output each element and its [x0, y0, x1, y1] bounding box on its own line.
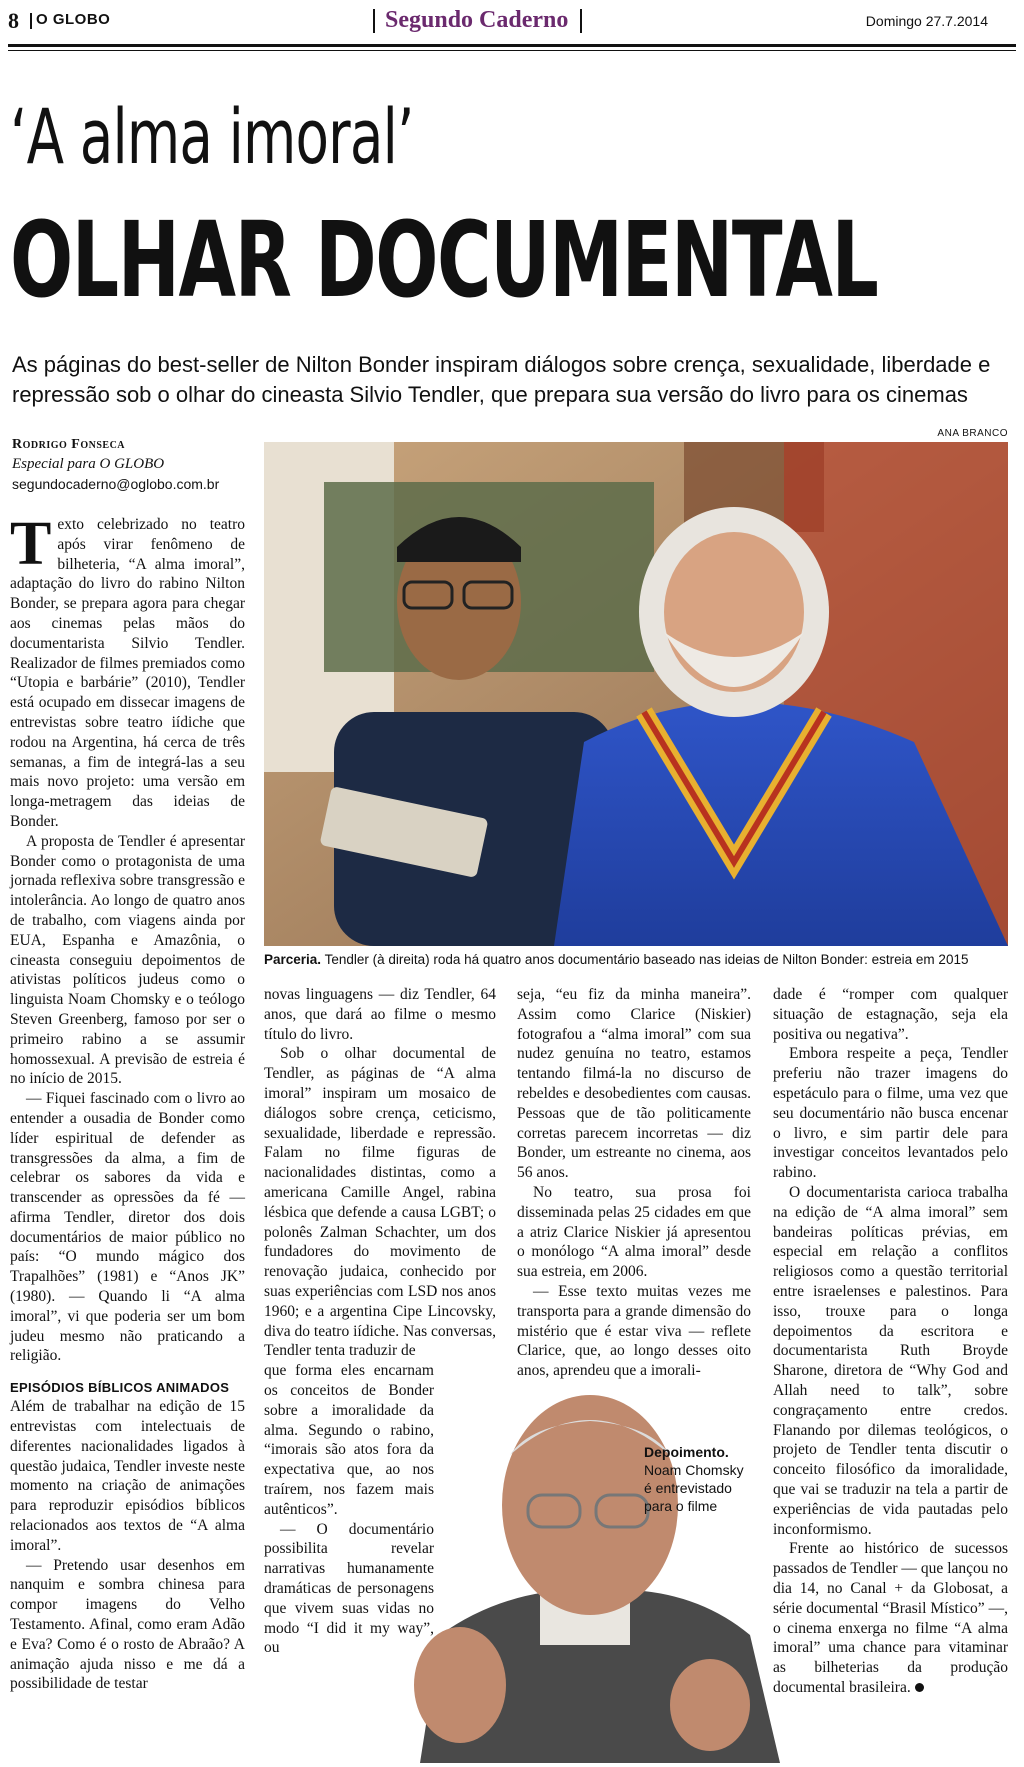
body-column-3	[517, 985, 751, 1381]
header-rule-thin	[8, 50, 1016, 51]
inset-photo	[400, 1385, 790, 1763]
paragraph: Frente ao histórico de sucessos passados de Tendler — que lançou no dia 14, no Canal + da Globosat, a série documental “Brasil Místico” —, o cinema enxerga no filme “A alma imoral” uma chance para vitaminar as bilheterias da produção documental brasileira.	[773, 1540, 1008, 1696]
issue-date: Domingo 27.7.2014	[865, 13, 988, 29]
header-rule	[8, 44, 1016, 47]
headline-kicker: ‘A alma imoral’	[10, 92, 414, 181]
byline-author: Rodrigo Fonseca	[12, 437, 126, 452]
paragraph: exto celebrizado no teatro após virar fenômeno de bilheteria, “A alma imoral”, adaptação do livro do rabino Nilton Bonder, se prepara agora para chegar aos cinemas pelas mãos do documentarista Silvio Tendler. Realizador de filmes premiados como “Utopia e barbárie” (2010), Tendler está ocupado em dissecar imagens de entrevistas sobre teatro iídiche que rodou na Argentina, há cerca de três semanas, a fim de integrá-las a seu mais novo projeto: uma versão em longa-metragem das ideias de Bonder.	[10, 516, 246, 830]
paragraph: Sob o olhar documental de Tendler, as páginas de “A alma imoral” inspiram um mosaico de diálogos sobre crença, ceticismo, sexualidade, liberdade e repressão. Falam no filme figuras de nacionalidades distintas, como a americana Camille Angel, rabina lésbica que defende a causa LGBT; o polonês Zalman Schachter, um dos fundadores do movimento de renovação judaica, conhecido por suas experiências com LSD nos anos 1960; e a argentina Cipe Lincovsky, diva do teatro iídiche. Nas conversas, Tendler tenta traduzir de	[264, 1045, 496, 1360]
article-deck: As páginas do best-seller de Nilton Bonder inspiram diálogos sobre crença, sexualidade, liberdade e repressão sob o olhar do cineasta Silvio Tendler, que prepara sua versão do livro para os cinemas	[12, 352, 991, 407]
byline-email[interactable]: segundocaderno@oglobo.com.br	[12, 476, 220, 492]
newspaper-name: O GLOBO	[36, 11, 111, 28]
drop-cap: T	[10, 510, 52, 578]
paragraph: que forma eles encarnam os conceitos de Bonder sobre a imoralidade da alma. Segundo o rabino, “imorais são atos fora da expectativa que, ao nos traírem, nos fazem mais autênticos”.	[264, 1362, 434, 1518]
section-title: Segundo Caderno	[385, 7, 569, 33]
main-photo	[264, 442, 1008, 946]
paragraph: — O documentário possibilita revelar narrativas humanamente dramáticas de personagens que vivem suas vidas no modo “I did it my way”, ou	[264, 1520, 434, 1657]
body-column-4	[773, 985, 1008, 1698]
photo-caption	[264, 952, 1008, 967]
inset-caption-label: Depoimento.	[644, 1444, 729, 1460]
paragraph: Além de trabalhar na edição de 15 entrevistas com intelectuais de diferentes nacionalidades ligados à questão judaica, Tendler investe neste momento na criação de animações para reproduzir episódios bíblicos relacionados aos textos de “A alma imoral”.	[10, 1398, 245, 1554]
caption-text: Tendler (à direita) roda há quatro anos documentário baseado nas ideias de Nilton Bonder: estreia em 2015	[324, 952, 969, 967]
paragraph: A proposta de Tendler é apresentar Bonder como o protagonista de uma jornada reflexiva sobre transgressão e intolerância. Ao longo de quatro anos de trabalho, com viagens ainda por EUA, Espanha e Amazônia, o cineasta conseguiu depoimentos de ativistas políticos judeus como o linguista Noam Chomsky e o teólogo Steven Greenberg, famoso por ser o primeiro rabino a se assumir homossexual. A previsão de estreia é no início de 2015.	[10, 832, 245, 1088]
paragraph: O documentarista carioca trabalha na edição de “A alma imoral” sem bandeiras políticas prévias, em especial em relação a conflitos religiosos como a questão territorial entre israelenses e palestinos. Para isso, trouxe para o longa depoimentos da escritora e documentarista Ruth Broyde Sharone, diretora de “Why God and Allah need to talk”, sobre congraçamento entre credos. Flanando por dilemas teológicos, o projeto de Tendler tenta discutir o conceito filosófico da imoralidade, que vai se traduzir na tela a partir de experiências de vida pautadas pelo inconformismo.	[773, 1183, 1008, 1538]
page-header	[0, 0, 1024, 44]
inset-caption-text: Noam Chomsky é entrevistado para o filme	[644, 1462, 744, 1514]
paragraph: novas linguagens — diz Tendler, 64 anos, que dará ao filme o mesmo título do livro.	[264, 986, 496, 1043]
byline-role: Especial para O GLOBO	[12, 456, 165, 472]
paragraph: — Pretendo usar desenhos em nanquim e sombra chinesa para compor imagens do Velho Testamento. Afinal, como eram Adão e Eva? Como é o rosto de Abraão? A animação ajuda nisso e me dá a possibilidade de testar	[10, 1556, 245, 1693]
inset-caption	[644, 1443, 754, 1515]
paragraph: seja, “eu fiz da minha maneira”. Assim como Clarice (Niskier) fotografou a “alma imoral” com sua nudez genuína no teatro, estamos tentando filmá-la no discurso de rebeldes e desobedientes com causas. Pessoas que de tão politicamente corretas parecem incorretas — diz Bonder, um estreante no cinema, aos 56 anos.	[517, 986, 751, 1182]
end-mark	[915, 1683, 924, 1692]
paragraph: dade é “romper com qualquer situação de estagnação, seja ela positiva ou negativa”.	[773, 986, 1008, 1043]
photo-credit: ANA BRANCO	[937, 428, 1008, 439]
paragraph: No teatro, sua prosa foi disseminada pelas 25 cidades em que a atriz Clarice Niskier já apresentou o monólogo “A alma imoral” desde sua estreia, em 2006.	[517, 1183, 751, 1281]
paragraph: — Fiquei fascinado com o livro ao entender a ousadia de Bonder como líder espiritual de defender as transgressões da alma, a fim de celebrar os sabores da vida e transcender as opressões da fé — afirma Tendler, diretor dos dois documentários de maior público no país: “O mundo mágico dos Trapalhões” (1981) e “Anos JK” (1980). — Quando li “A alma imoral”, vi que poderia ser um bom judeu mesmo não praticando a religião.	[10, 1090, 245, 1365]
caption-label: Parceria.	[264, 952, 322, 967]
subhead: EPISÓDIOS BÍBLICOS ANIMADOS	[10, 1380, 230, 1396]
paragraph: Embora respeite a peça, Tendler preferiu não trazer imagens do espetáculo para o filme, uma vez que seu documentário não busca encenar o livro, e sim partir dele para investigar conceitos levantados pelo rabino.	[773, 1045, 1008, 1182]
body-column-1	[10, 510, 246, 1694]
paragraph: — Esse texto muitas vezes me transporta para a grande dimensão do mistério que é estar viva — reflete Clarice, que, ao longo desses oito anos, aprendeu que a imorali-	[517, 1282, 751, 1380]
page-number: 8	[8, 8, 19, 33]
headline: OLHAR DOCUMENTAL	[10, 199, 878, 321]
